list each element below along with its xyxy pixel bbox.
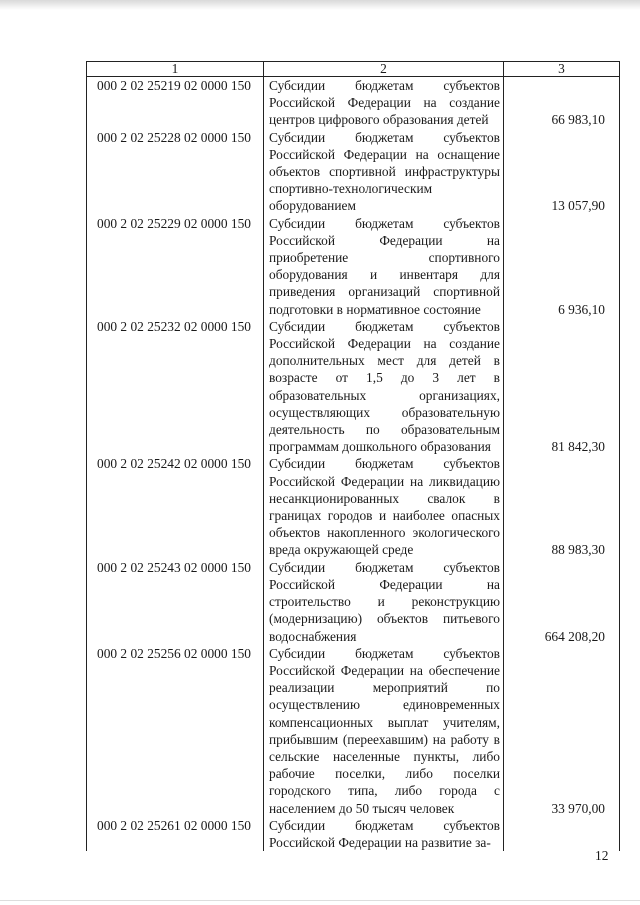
- row-amount: 81 842,30: [504, 318, 620, 456]
- row-amount: [504, 817, 620, 851]
- column-header-description: 2: [264, 62, 504, 77]
- row-code: 000 2 02 25261 02 0000 150: [87, 817, 264, 851]
- table-row: [87, 817, 620, 851]
- table-header-row: [87, 62, 620, 77]
- row-amount: 664 208,20: [504, 559, 620, 645]
- row-code: 000 2 02 25229 02 0000 150: [87, 215, 264, 318]
- row-code: 000 2 02 25256 02 0000 150: [87, 645, 264, 817]
- column-header-amount: 3: [504, 62, 620, 77]
- row-code: 000 2 02 25228 02 0000 150: [87, 129, 264, 215]
- table-row: [87, 645, 620, 817]
- page-bottom-edge: [0, 900, 640, 901]
- row-code: 000 2 02 25243 02 0000 150: [87, 559, 264, 645]
- row-amount: 88 983,30: [504, 455, 620, 558]
- row-amount: 33 970,00: [504, 645, 620, 817]
- table-row: [87, 559, 620, 645]
- page-number: 12: [595, 848, 609, 863]
- row-code: 000 2 02 25232 02 0000 150: [87, 318, 264, 456]
- row-code: 000 2 02 25242 02 0000 150: [87, 455, 264, 558]
- table-row: [87, 215, 620, 318]
- row-description: Субсидии бюджетам субъектов Российской Федерации на оснащение объектов спортивной инфраструктуры спортивно-технологическим оборудованием: [264, 129, 504, 215]
- column-header-code: 1: [87, 62, 264, 77]
- page-top-edge: [0, 0, 640, 10]
- row-description: Субсидии бюджетам субъектов Российской Федерации на создание центров цифрового образования детей: [264, 77, 504, 129]
- row-code: 000 2 02 25219 02 0000 150: [87, 77, 264, 129]
- table-row: [87, 129, 620, 215]
- table-row: [87, 77, 620, 129]
- row-description: Субсидии бюджетам субъектов Российской Федерации на обеспечение реализации мероприятий по осуществлению единовременных компенсационных выплат учителям, прибывшим (переехавшим) на работу в сельские населенные пункты, либо рабочие поселки, либо поселки городского типа, либо города с населением до 50 тысяч человек: [264, 645, 504, 817]
- row-description: Субсидии бюджетам субъектов Российской Федерации на создание дополнительных мест для детей в возрасте от 1,5 до 3 лет в образовательных организациях, осуществляющих образовательную деятельность по образовательным программам дошкольного образования: [264, 318, 504, 456]
- table-row: [87, 318, 620, 456]
- row-amount: 13 057,90: [504, 129, 620, 215]
- row-description: Субсидии бюджетам субъектов Российской Федерации на ликвидацию несанкционированных свалок в границах городов и наиболее опасных объектов накопленного экологического вреда окружающей среде: [264, 455, 504, 558]
- table-row: [87, 455, 620, 558]
- row-amount: 66 983,10: [504, 77, 620, 129]
- budget-table: [86, 61, 620, 851]
- row-description: Субсидии бюджетам субъектов Российской Федерации на приобретение спортивного оборудования и инвентаря для приведения организаций спортивной подготовки в нормативное состояние: [264, 215, 504, 318]
- row-amount: 6 936,10: [504, 215, 620, 318]
- row-description: Субсидии бюджетам субъектов Российской Федерации на строительство и реконструкцию (модернизацию) объектов питьевого водоснабжения: [264, 559, 504, 645]
- row-description: Субсидии бюджетам субъектов Российской Федерации на развитие за-: [264, 817, 504, 851]
